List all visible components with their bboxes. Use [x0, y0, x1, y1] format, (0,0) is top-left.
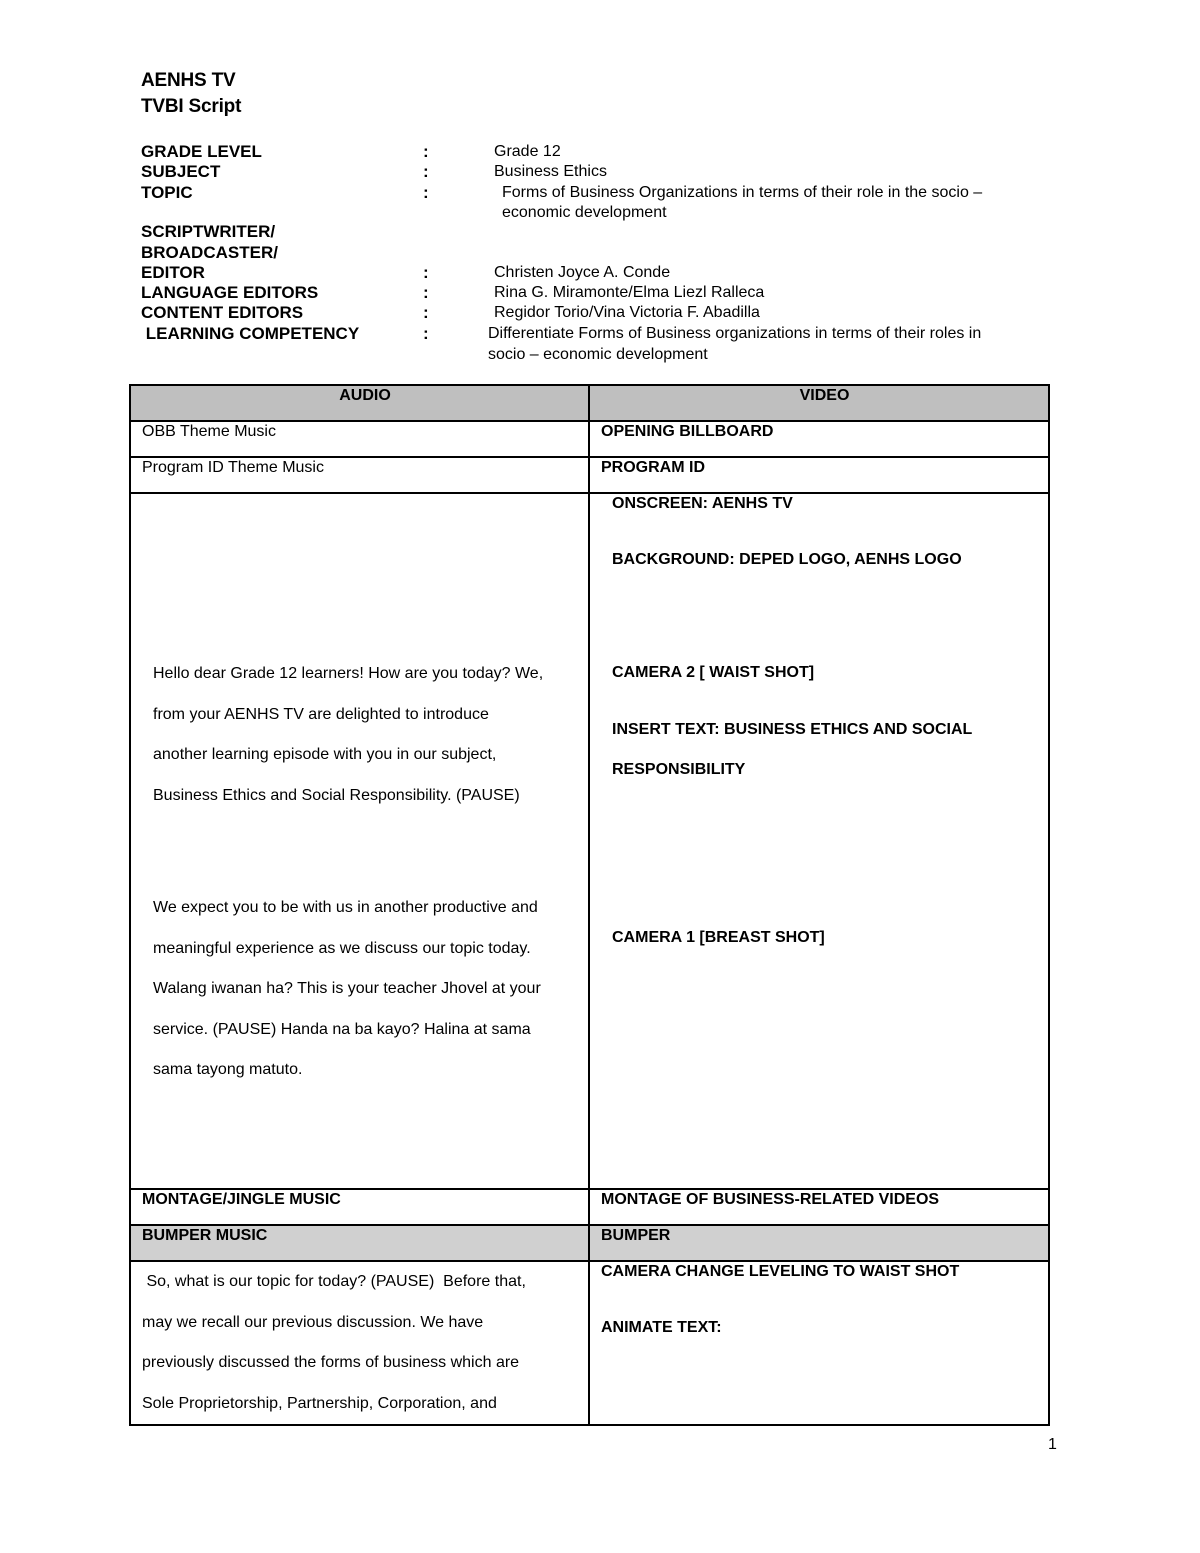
table-row: [130, 1225, 1049, 1261]
colon: :: [423, 162, 429, 181]
audio-line: sama tayong matuto.: [153, 1061, 303, 1079]
audio-paragraph: [153, 888, 541, 1091]
table-header-row: [130, 385, 1049, 421]
video-camera-change: CAMERA CHANGE LEVELING TO WAIST SHOT: [601, 1263, 960, 1280]
video-onscreen: ONSCREEN: AENHS TV: [612, 495, 793, 512]
document-title: AENHS TV: [141, 70, 236, 91]
learning-competency-label: LEARNING COMPETENCY: [141, 324, 360, 343]
video-insert-text-line1: INSERT TEXT: BUSINESS ETHICS AND SOCIAL: [612, 721, 973, 738]
video-cell: MONTAGE OF BUSINESS-RELATED VIDEOS: [589, 1189, 1049, 1225]
grade-level-value: Grade 12: [494, 143, 561, 160]
grade-level-label: GRADE LEVEL: [141, 142, 262, 161]
topic-value-line1: Forms of Business Organizations in terms of their role in the socio –: [502, 184, 983, 201]
subject-label: SUBJECT: [141, 162, 221, 181]
colon: :: [423, 283, 429, 302]
audio-line: previously discussed the forms of business which are: [142, 1354, 520, 1372]
subject-value: Business Ethics: [494, 163, 607, 180]
table-row: [130, 457, 1049, 493]
video-cell: BUMPER: [589, 1225, 1049, 1261]
language-editors-value: Rina G. Miramonte/Elma Liezl Ralleca: [494, 284, 765, 301]
video-animate-text: ANIMATE TEXT:: [601, 1319, 722, 1336]
audio-cell: [130, 1261, 589, 1425]
audio-cell: BUMPER MUSIC: [130, 1225, 589, 1261]
audio-cell: Program ID Theme Music: [130, 457, 589, 493]
video-camera-1: CAMERA 1 [BREAST SHOT]: [612, 929, 825, 946]
topic-value-line2: economic development: [502, 204, 667, 221]
audio-cell: MONTAGE/JINGLE MUSIC: [130, 1189, 589, 1225]
editor-value: Christen Joyce A. Conde: [494, 264, 671, 281]
video-cell: [589, 493, 1049, 1189]
language-editors-label: LANGUAGE EDITORS: [141, 283, 319, 302]
table-row: [130, 421, 1049, 457]
audio-line: Hello dear Grade 12 learners! How are you today? We,: [153, 665, 544, 682]
editor-label: EDITOR: [141, 263, 205, 282]
topic-label: TOPIC: [141, 183, 193, 202]
scriptwriter-label: SCRIPTWRITER/: [141, 222, 276, 241]
audio-line: meaningful experience as we discuss our topic today.: [153, 939, 531, 957]
colon: :: [423, 263, 429, 282]
audio-line: We expect you to be with us in another productive and: [153, 899, 538, 916]
audio-header: AUDIO: [130, 385, 589, 421]
content-editors-label: CONTENT EDITORS: [141, 303, 304, 322]
audio-line: Walang iwanan ha? This is your teacher Jhovel at your: [153, 980, 541, 998]
broadcaster-label: BROADCASTER/: [141, 243, 278, 262]
script-table: [129, 384, 1050, 1426]
content-editors-value: Regidor Torio/Vina Victoria F. Abadilla: [494, 304, 760, 321]
audio-cell: [130, 493, 589, 1189]
audio-line: another learning episode with you in our subject,: [153, 746, 497, 764]
table-row: [130, 1261, 1049, 1425]
table-row: [130, 493, 1049, 1189]
audio-line: may we recall our previous discussion. We have: [142, 1313, 484, 1331]
video-insert-text-line2: RESPONSIBILITY: [612, 761, 746, 778]
video-cell: PROGRAM ID: [589, 457, 1049, 493]
learning-competency-value-line2: socio – economic development: [488, 346, 708, 363]
audio-line: Business Ethics and Social Responsibility. (PAUSE): [153, 786, 520, 804]
video-cell: [589, 1261, 1049, 1425]
video-cell: OPENING BILLBOARD: [589, 421, 1049, 457]
video-header: VIDEO: [589, 385, 1049, 421]
audio-line: from your AENHS TV are delighted to introduce: [153, 705, 489, 723]
colon: :: [423, 303, 429, 322]
audio-paragraph: [153, 654, 543, 816]
video-camera-2: CAMERA 2 [ WAIST SHOT]: [612, 664, 815, 681]
learning-competency-value-line1: Differentiate Forms of Business organizations in terms of their roles in: [488, 325, 982, 342]
colon: :: [423, 142, 429, 161]
audio-line: So, what is our topic for today? (PAUSE) Before that,: [142, 1273, 526, 1290]
audio-line: Sole Proprietorship, Partnership, Corporation, and: [142, 1394, 497, 1412]
page-number: 1: [1048, 1436, 1057, 1453]
audio-cell: OBB Theme Music: [130, 421, 589, 457]
audio-line: service. (PAUSE) Handa na ba kayo? Halina at sama: [153, 1020, 531, 1038]
document-subtitle: TVBI Script: [141, 96, 242, 117]
video-background: BACKGROUND: DEPED LOGO, AENHS LOGO: [612, 551, 962, 568]
table-row: [130, 1189, 1049, 1225]
colon: :: [423, 183, 429, 202]
colon: :: [423, 324, 429, 343]
